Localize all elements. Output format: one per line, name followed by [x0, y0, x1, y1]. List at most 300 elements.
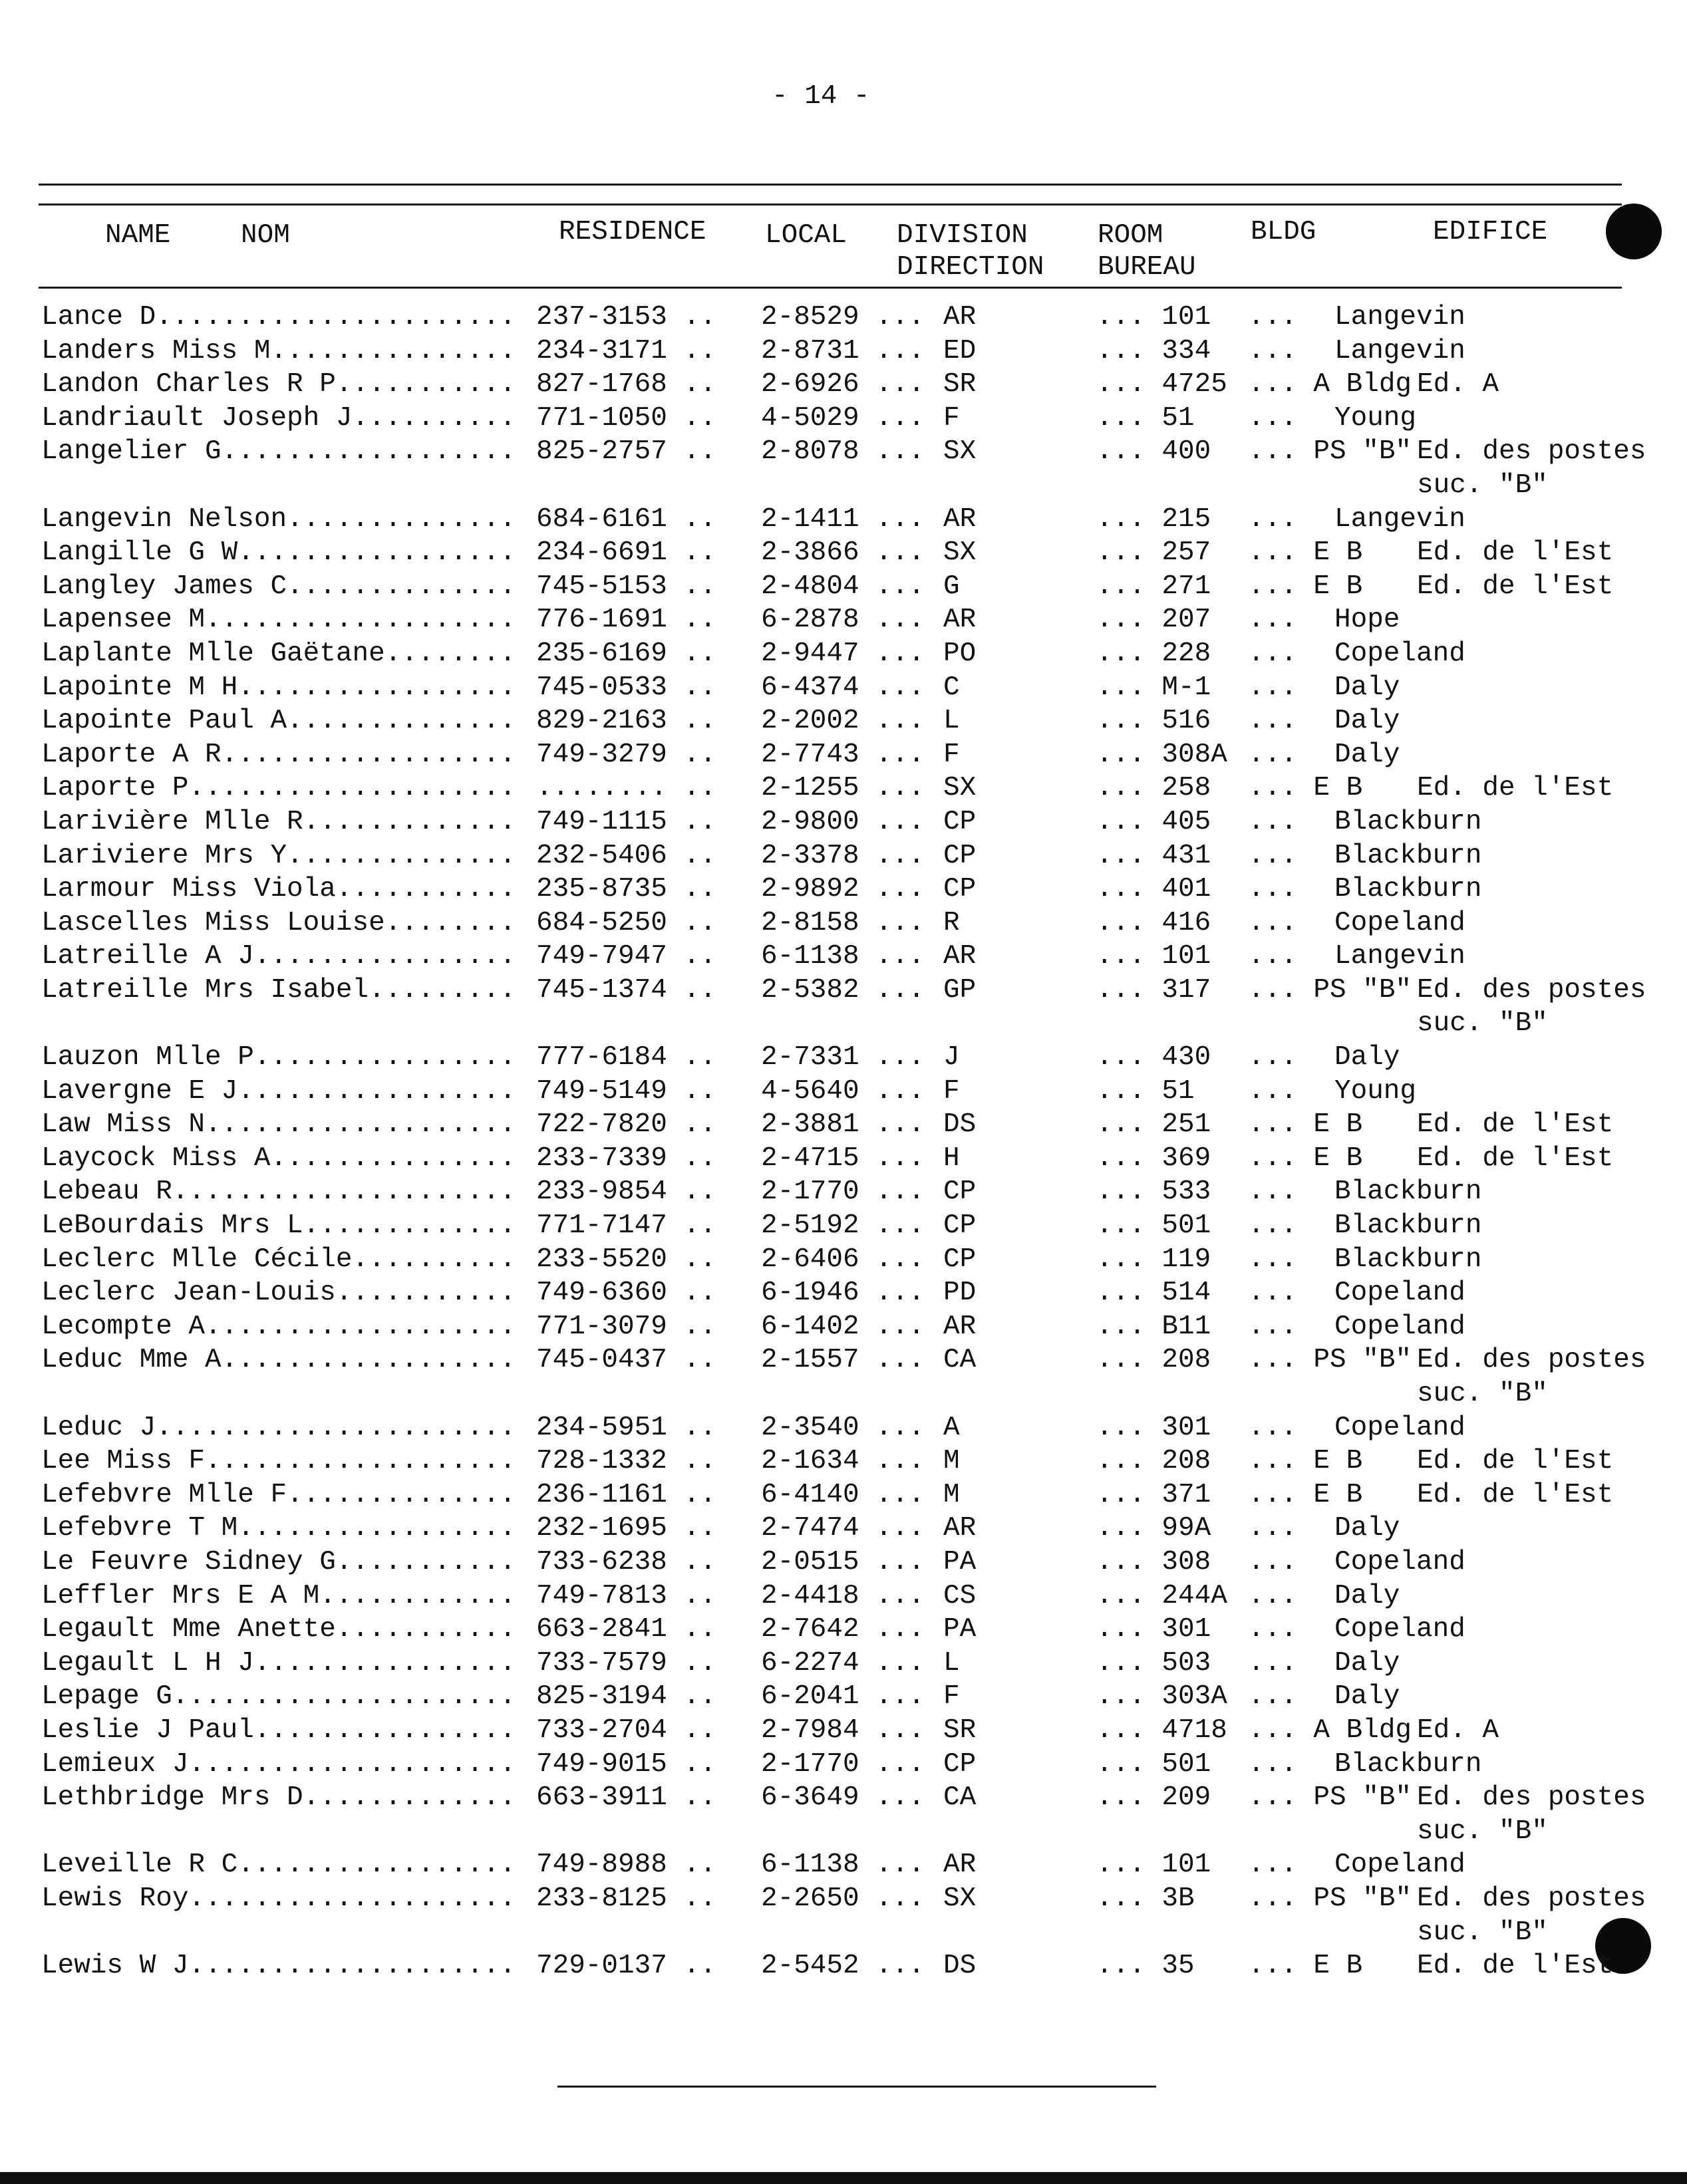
entry-division: R — [943, 907, 960, 938]
entry-room: ... 207 — [1096, 605, 1211, 636]
entry-edifice: Ed. de l'Est — [1417, 1479, 1614, 1510]
entry-residence-phone: 234-3171 .. — [536, 335, 716, 366]
entry-edifice: Ed. des postes — [1417, 1345, 1646, 1376]
entry-name: Laporte A R.................. — [41, 739, 516, 770]
entry-name: Lauzon Mlle P................ — [41, 1042, 516, 1073]
entry-bldg: ... E B — [1248, 571, 1363, 602]
entry-edifice-line2: suc. "B" — [1417, 1008, 1548, 1039]
entry-local-phone: 2-9892 ... — [761, 874, 925, 905]
page-bottom-edge — [0, 2172, 1687, 2184]
entry-edifice: Copeland — [1334, 1546, 1465, 1577]
directory-row — [0, 570, 1687, 604]
directory-row — [0, 873, 1687, 906]
entry-room: ... 514 — [1096, 1278, 1211, 1309]
directory-row — [0, 637, 1687, 671]
entry-name: Lethbridge Mrs D............. — [41, 1782, 516, 1814]
directory-row — [0, 1175, 1687, 1209]
entry-edifice: Blackburn — [1334, 806, 1482, 837]
directory-row — [0, 1714, 1687, 1748]
entry-local-phone: 2-7474 ... — [761, 1513, 925, 1544]
entry-name: Leduc Mme A.................. — [41, 1345, 516, 1376]
entry-local-phone: 2-3540 ... — [761, 1412, 925, 1443]
entry-room: ... 400 — [1096, 436, 1211, 468]
header-bureau: BUREAU — [1098, 252, 1196, 283]
entry-division: CP — [943, 1210, 977, 1242]
entry-local-phone: 2-8731 ... — [761, 335, 925, 366]
entry-local-phone: 2-8529 ... — [761, 302, 925, 333]
entry-residence-phone: 729-0137 .. — [536, 1951, 716, 1982]
entry-name: Laplante Mlle Gaëtane........ — [41, 638, 516, 669]
header-underline — [39, 287, 1622, 289]
entry-bldg: ... E B — [1248, 537, 1363, 569]
entry-division: J — [943, 1042, 960, 1073]
entry-bldg: ... — [1248, 402, 1297, 434]
entry-bldg: ... — [1248, 907, 1297, 938]
entry-division: DS — [943, 1951, 977, 1982]
entry-edifice: Ed. de l'Est — [1417, 1951, 1614, 1982]
entry-edifice: Ed. de l'Est — [1417, 1109, 1614, 1141]
entry-room: ... 51 — [1096, 1075, 1195, 1107]
entry-room: ... 209 — [1096, 1782, 1211, 1814]
entry-bldg: ... — [1248, 1614, 1297, 1645]
directory-row — [0, 805, 1687, 839]
entry-bldg: ... PS "B" — [1248, 1782, 1412, 1814]
entry-division: SX — [943, 436, 977, 468]
entry-name: Lebeau R..................... — [41, 1176, 516, 1208]
entry-edifice: Copeland — [1334, 907, 1465, 938]
entry-residence-phone: 663-2841 .. — [536, 1614, 716, 1645]
entry-bldg: ... — [1248, 638, 1297, 669]
punch-hole-top — [1606, 204, 1662, 259]
entry-edifice: Ed. de l'Est — [1417, 537, 1614, 569]
directory-row — [0, 1478, 1687, 1512]
entry-edifice-line2: suc. "B" — [1417, 1379, 1548, 1409]
entry-edifice: Ed. des postes — [1417, 1782, 1646, 1814]
entry-residence-phone: 749-5149 .. — [536, 1075, 716, 1107]
entry-room: ... 430 — [1096, 1042, 1211, 1073]
entry-residence-phone: 733-2704 .. — [536, 1714, 716, 1746]
entry-residence-phone: 771-1050 .. — [536, 402, 716, 434]
entry-edifice: Daly — [1334, 1580, 1400, 1611]
entry-edifice: Ed. de l'Est — [1417, 773, 1614, 804]
entry-residence-phone: 771-7147 .. — [536, 1210, 716, 1242]
entry-edifice: Copeland — [1334, 1614, 1465, 1645]
directory-row — [0, 771, 1687, 805]
entry-edifice: Ed. de l'Est — [1417, 1143, 1614, 1174]
entry-bldg: ... — [1248, 874, 1297, 905]
entry-bldg: ... — [1248, 335, 1297, 366]
entry-bldg: ... — [1248, 941, 1297, 972]
entry-local-phone: 2-1770 ... — [761, 1748, 925, 1780]
entry-room: ... 251 — [1096, 1109, 1211, 1141]
entry-local-phone: 6-1138 ... — [761, 941, 925, 972]
entry-bldg: ... — [1248, 605, 1297, 636]
entry-local-phone: 6-1946 ... — [761, 1278, 925, 1309]
entry-edifice: Daly — [1334, 706, 1400, 737]
entry-division: SX — [943, 773, 977, 804]
entry-bldg: ... — [1248, 302, 1297, 333]
directory-row — [0, 1411, 1687, 1445]
entry-name: Latreille Mrs Isabel......... — [41, 974, 516, 1006]
entry-name: Lapensee M................... — [41, 605, 516, 636]
entry-bldg: ... E B — [1248, 1479, 1363, 1510]
entry-name: Le Feuvre Sidney G........... — [41, 1546, 516, 1577]
entry-bldg: ... — [1248, 1546, 1297, 1577]
entry-division: GP — [943, 974, 977, 1006]
directory-row — [0, 1512, 1687, 1546]
entry-local-phone: 4-5029 ... — [761, 402, 925, 434]
entry-residence-phone: 827-1768 .. — [536, 369, 716, 400]
entry-room: ... 101 — [1096, 302, 1211, 333]
entry-division: C — [943, 672, 960, 703]
directory-row — [0, 1546, 1687, 1579]
entry-room: ... 317 — [1096, 974, 1211, 1006]
entry-name: Laporte P.................... — [41, 773, 516, 804]
entry-edifice: Daly — [1334, 739, 1400, 770]
directory-row — [0, 1243, 1687, 1277]
entry-local-phone: 2-6926 ... — [761, 369, 925, 400]
entry-local-phone: 2-1255 ... — [761, 773, 925, 804]
entry-bldg: ... PS "B" — [1248, 974, 1412, 1006]
entry-edifice: Daly — [1334, 1513, 1400, 1544]
entry-division: M — [943, 1479, 960, 1510]
entry-edifice: Ed. des postes — [1417, 974, 1646, 1006]
entry-room: ... 258 — [1096, 773, 1211, 804]
entry-local-phone: 2-4715 ... — [761, 1143, 925, 1174]
entry-name: Langelier G.................. — [41, 436, 516, 468]
entry-division: CP — [943, 1176, 977, 1208]
entry-room: ... 503 — [1096, 1647, 1211, 1679]
entry-room: ... 51 — [1096, 402, 1195, 434]
entry-room: ... 257 — [1096, 537, 1211, 569]
entry-division: CA — [943, 1345, 977, 1376]
entry-edifice: Ed. de l'Est — [1417, 571, 1614, 602]
entry-division: L — [943, 1647, 960, 1679]
directory-row — [0, 1276, 1687, 1310]
entry-residence-phone: 234-5951 .. — [536, 1412, 716, 1443]
entry-edifice: Ed. de l'Est — [1417, 1446, 1614, 1477]
entry-name: Lepage G..................... — [41, 1681, 516, 1712]
entry-local-phone: 6-2041 ... — [761, 1681, 925, 1712]
entry-local-phone: 2-5452 ... — [761, 1951, 925, 1982]
directory-row — [0, 1680, 1687, 1714]
entry-bldg: ... PS "B" — [1248, 1883, 1412, 1914]
entry-edifice: Blackburn — [1334, 1244, 1482, 1275]
entry-residence-phone: 749-6360 .. — [536, 1278, 716, 1309]
entry-division: F — [943, 402, 960, 434]
directory-row — [0, 1209, 1687, 1243]
entry-bldg: ... PS "B" — [1248, 1345, 1412, 1376]
entry-room: ... 3B — [1096, 1883, 1195, 1914]
entry-division: AR — [943, 1513, 977, 1544]
entry-edifice: Blackburn — [1334, 874, 1482, 905]
entry-local-phone: 2-8078 ... — [761, 436, 925, 468]
entry-name: Lefebvre T M................. — [41, 1513, 516, 1544]
entry-residence-phone: 234-6691 .. — [536, 537, 716, 569]
entry-residence-phone: 232-1695 .. — [536, 1513, 716, 1544]
entry-residence-phone: 237-3153 .. — [536, 302, 716, 333]
entry-name: Langille G W................. — [41, 537, 516, 569]
entry-name: Leslie J Paul................ — [41, 1714, 516, 1746]
entry-room: ... 516 — [1096, 706, 1211, 737]
entry-residence-phone: 233-5520 .. — [536, 1244, 716, 1275]
entry-name: Landers Miss M............... — [41, 335, 516, 366]
entry-division: AR — [943, 1849, 977, 1881]
entry-edifice: Copeland — [1334, 1311, 1465, 1342]
entry-division: AR — [943, 605, 977, 636]
entry-name: Larmour Miss Viola........... — [41, 874, 516, 905]
entry-edifice: Young — [1334, 1075, 1417, 1107]
entry-residence-phone: 749-3279 .. — [536, 739, 716, 770]
directory-row — [0, 536, 1687, 570]
entry-name: Langley James C.............. — [41, 571, 516, 602]
entry-local-phone: 2-4418 ... — [761, 1580, 925, 1611]
directory-row — [0, 1444, 1687, 1478]
entry-edifice: Langevin — [1334, 941, 1465, 972]
entry-name: Landon Charles R P........... — [41, 369, 516, 400]
entry-room: ... 99A — [1096, 1513, 1211, 1544]
entry-division: PD — [943, 1278, 977, 1309]
entry-bldg: ... — [1248, 1647, 1297, 1679]
entry-division: PA — [943, 1614, 977, 1645]
entry-residence-phone: 663-3911 .. — [536, 1782, 716, 1814]
entry-room: ... 244A — [1096, 1580, 1227, 1611]
entry-room: ... 101 — [1096, 941, 1211, 972]
entry-edifice: Langevin — [1334, 503, 1465, 535]
entry-name: Larivière Mlle R............. — [41, 806, 516, 837]
entry-name: Laycock Miss A............... — [41, 1143, 516, 1174]
entry-room: ... 401 — [1096, 874, 1211, 905]
entry-division: ED — [943, 335, 977, 366]
entry-bldg: ... — [1248, 706, 1297, 737]
entry-residence-phone: 722-7820 .. — [536, 1109, 716, 1141]
entry-local-phone: 2-0515 ... — [761, 1546, 925, 1577]
entry-residence-phone: 777-6184 .. — [536, 1042, 716, 1073]
header-direction: DIRECTION — [897, 252, 1044, 283]
entry-local-phone: 2-1557 ... — [761, 1345, 925, 1376]
entry-division: PA — [943, 1546, 977, 1577]
entry-bldg: ... — [1248, 1176, 1297, 1208]
entry-edifice: Daly — [1334, 1042, 1400, 1073]
directory-row — [0, 335, 1687, 368]
directory-row — [0, 1882, 1687, 1949]
directory-row — [0, 1848, 1687, 1882]
entry-name: Lee Miss F................... — [41, 1446, 516, 1477]
directory-row — [0, 1781, 1687, 1848]
entry-room: ... 334 — [1096, 335, 1211, 366]
entry-edifice: Daly — [1334, 672, 1400, 703]
bottom-rule — [557, 2086, 1156, 2088]
entry-edifice: Blackburn — [1334, 840, 1482, 871]
entry-name: LeBourdais Mrs L............. — [41, 1210, 516, 1242]
entry-edifice: Blackburn — [1334, 1748, 1482, 1780]
header-bldg: BLDG — [1251, 217, 1316, 247]
entry-name: Leclerc Mlle Cécile.......... — [41, 1244, 516, 1275]
entry-bldg: ... — [1248, 1513, 1297, 1544]
directory-row — [0, 940, 1687, 974]
entry-local-phone: 2-3881 ... — [761, 1109, 925, 1141]
entry-local-phone: 6-1138 ... — [761, 1849, 925, 1881]
entry-division: CP — [943, 1244, 977, 1275]
entry-room: ... 301 — [1096, 1412, 1211, 1443]
entry-edifice: Copeland — [1334, 638, 1465, 669]
entry-division: L — [943, 706, 960, 737]
directory-row — [0, 603, 1687, 637]
entry-bldg: ... — [1248, 1849, 1297, 1881]
directory-row — [0, 402, 1687, 436]
entry-room: ... 119 — [1096, 1244, 1211, 1275]
entry-division: M — [943, 1446, 960, 1477]
entry-bldg: ... — [1248, 840, 1297, 871]
entry-room: ... 369 — [1096, 1143, 1211, 1174]
entry-residence-phone: 728-1332 .. — [536, 1446, 716, 1477]
entry-residence-phone: 829-2163 .. — [536, 706, 716, 737]
entry-room: ... 405 — [1096, 806, 1211, 837]
entry-residence-phone: 233-9854 .. — [536, 1176, 716, 1208]
directory-row — [0, 704, 1687, 738]
entry-name: Lariviere Mrs Y.............. — [41, 840, 516, 871]
entry-local-phone: 6-2878 ... — [761, 605, 925, 636]
top-rule-2 — [39, 204, 1622, 205]
entry-edifice: Daly — [1334, 1681, 1400, 1712]
directory-row — [0, 1108, 1687, 1142]
entry-division: F — [943, 739, 960, 770]
entry-residence-phone: 235-6169 .. — [536, 638, 716, 669]
directory-row — [0, 368, 1687, 402]
entry-residence-phone: 233-7339 .. — [536, 1143, 716, 1174]
header-local: LOCAL — [765, 220, 847, 251]
entry-room: ... 308A — [1096, 739, 1227, 770]
directory-row — [0, 906, 1687, 940]
entry-residence-phone: 749-8988 .. — [536, 1849, 716, 1881]
entry-bldg: ... — [1248, 806, 1297, 837]
entry-local-phone: 2-4804 ... — [761, 571, 925, 602]
entry-bldg: ... — [1248, 1311, 1297, 1342]
entry-edifice-line2: suc. "B" — [1417, 470, 1548, 501]
entry-division: CP — [943, 1748, 977, 1780]
entry-bldg: ... — [1248, 503, 1297, 535]
entry-room: ... 101 — [1096, 1849, 1211, 1881]
entry-room: ... 371 — [1096, 1479, 1211, 1510]
entry-local-phone: 2-2002 ... — [761, 706, 925, 737]
entry-local-phone: 2-5192 ... — [761, 1210, 925, 1242]
entry-division: DS — [943, 1109, 977, 1141]
entry-residence-phone: 745-0533 .. — [536, 672, 716, 703]
entry-local-phone: 2-2650 ... — [761, 1883, 925, 1914]
entry-residence-phone: 236-1161 .. — [536, 1479, 716, 1510]
entry-bldg: ... A Bldg — [1248, 369, 1412, 400]
entry-local-phone: 2-9800 ... — [761, 806, 925, 837]
entry-room: ... 215 — [1096, 503, 1211, 535]
header-edifice: EDIFICE — [1433, 217, 1548, 247]
entry-room: ... 208 — [1096, 1446, 1211, 1477]
entry-name: Lance D...................... — [41, 302, 516, 333]
entry-name: Lemieux J.................... — [41, 1748, 516, 1780]
entry-room: ... 208 — [1096, 1345, 1211, 1376]
entry-division: SX — [943, 1883, 977, 1914]
entry-division: CA — [943, 1782, 977, 1814]
entry-name: Lapointe Paul A.............. — [41, 706, 516, 737]
entry-name: Lefebvre Mlle F.............. — [41, 1479, 516, 1510]
directory-row — [0, 974, 1687, 1041]
entry-division: AR — [943, 1311, 977, 1342]
entry-bldg: ... — [1248, 739, 1297, 770]
entry-bldg: ... — [1248, 672, 1297, 703]
entry-name: Leclerc Jean-Louis........... — [41, 1278, 516, 1309]
entry-name: Law Miss N................... — [41, 1109, 516, 1141]
entry-local-phone: 2-3866 ... — [761, 537, 925, 569]
top-rule-1 — [39, 184, 1622, 186]
entry-residence-phone: 745-5153 .. — [536, 571, 716, 602]
entry-bldg: ... — [1248, 1748, 1297, 1780]
entry-division: CP — [943, 840, 977, 871]
entry-division: AR — [943, 503, 977, 535]
entry-division: A — [943, 1412, 960, 1443]
directory-row — [0, 301, 1687, 335]
entry-local-phone: 2-1411 ... — [761, 503, 925, 535]
entry-edifice: Copeland — [1334, 1278, 1465, 1309]
entry-bldg: ... — [1248, 1681, 1297, 1712]
directory-list — [0, 301, 1687, 1983]
header-room: ROOM — [1098, 220, 1163, 251]
entry-residence-phone: 745-0437 .. — [536, 1345, 716, 1376]
entry-local-phone: 2-9447 ... — [761, 638, 925, 669]
entry-division: F — [943, 1681, 960, 1712]
entry-edifice: Daly — [1334, 1647, 1400, 1679]
entry-division: CS — [943, 1580, 977, 1611]
entry-bldg: ... E B — [1248, 773, 1363, 804]
entry-name: Lewis Roy.................... — [41, 1883, 516, 1914]
entry-local-phone: 6-4140 ... — [761, 1479, 925, 1510]
entry-residence-phone: 684-6161 .. — [536, 503, 716, 535]
entry-residence-phone: 232-5406 .. — [536, 840, 716, 871]
entry-residence-phone: 749-7813 .. — [536, 1580, 716, 1611]
entry-bldg: ... — [1248, 1244, 1297, 1275]
entry-residence-phone: 825-2757 .. — [536, 436, 716, 468]
entry-division: SR — [943, 369, 977, 400]
entry-edifice: Ed. A — [1417, 369, 1499, 400]
entry-name: Legault L H J................ — [41, 1647, 516, 1679]
entry-bldg: ... PS "B" — [1248, 436, 1412, 468]
entry-name: Latreille A J................ — [41, 941, 516, 972]
entry-residence-phone: 684-5250 .. — [536, 907, 716, 938]
directory-row — [0, 1647, 1687, 1681]
entry-local-phone: 2-8158 ... — [761, 907, 925, 938]
entry-bldg: ... — [1248, 1278, 1297, 1309]
directory-row — [0, 503, 1687, 537]
entry-name: Leduc J...................... — [41, 1412, 516, 1443]
entry-residence-phone: 771-3079 .. — [536, 1311, 716, 1342]
entry-edifice: Copeland — [1334, 1412, 1465, 1443]
entry-local-phone: 6-2274 ... — [761, 1647, 925, 1679]
entry-room: ... 301 — [1096, 1614, 1211, 1645]
entry-residence-phone: 235-8735 .. — [536, 874, 716, 905]
entry-residence-phone: 233-8125 .. — [536, 1883, 716, 1914]
entry-division: AR — [943, 941, 977, 972]
entry-edifice: Ed. des postes — [1417, 1883, 1646, 1914]
entry-bldg: ... — [1248, 1412, 1297, 1443]
directory-row — [0, 1310, 1687, 1344]
entry-division: G — [943, 571, 960, 602]
entry-local-phone: 2-7642 ... — [761, 1614, 925, 1645]
directory-row — [0, 1343, 1687, 1411]
entry-bldg: ... — [1248, 1042, 1297, 1073]
entry-bldg: ... E B — [1248, 1951, 1363, 1982]
entry-residence-phone: 749-9015 .. — [536, 1748, 716, 1780]
entry-name: Legault Mme Anette........... — [41, 1614, 516, 1645]
entry-name: Landriault Joseph J.......... — [41, 402, 516, 434]
header-division: DIVISION — [897, 220, 1028, 251]
